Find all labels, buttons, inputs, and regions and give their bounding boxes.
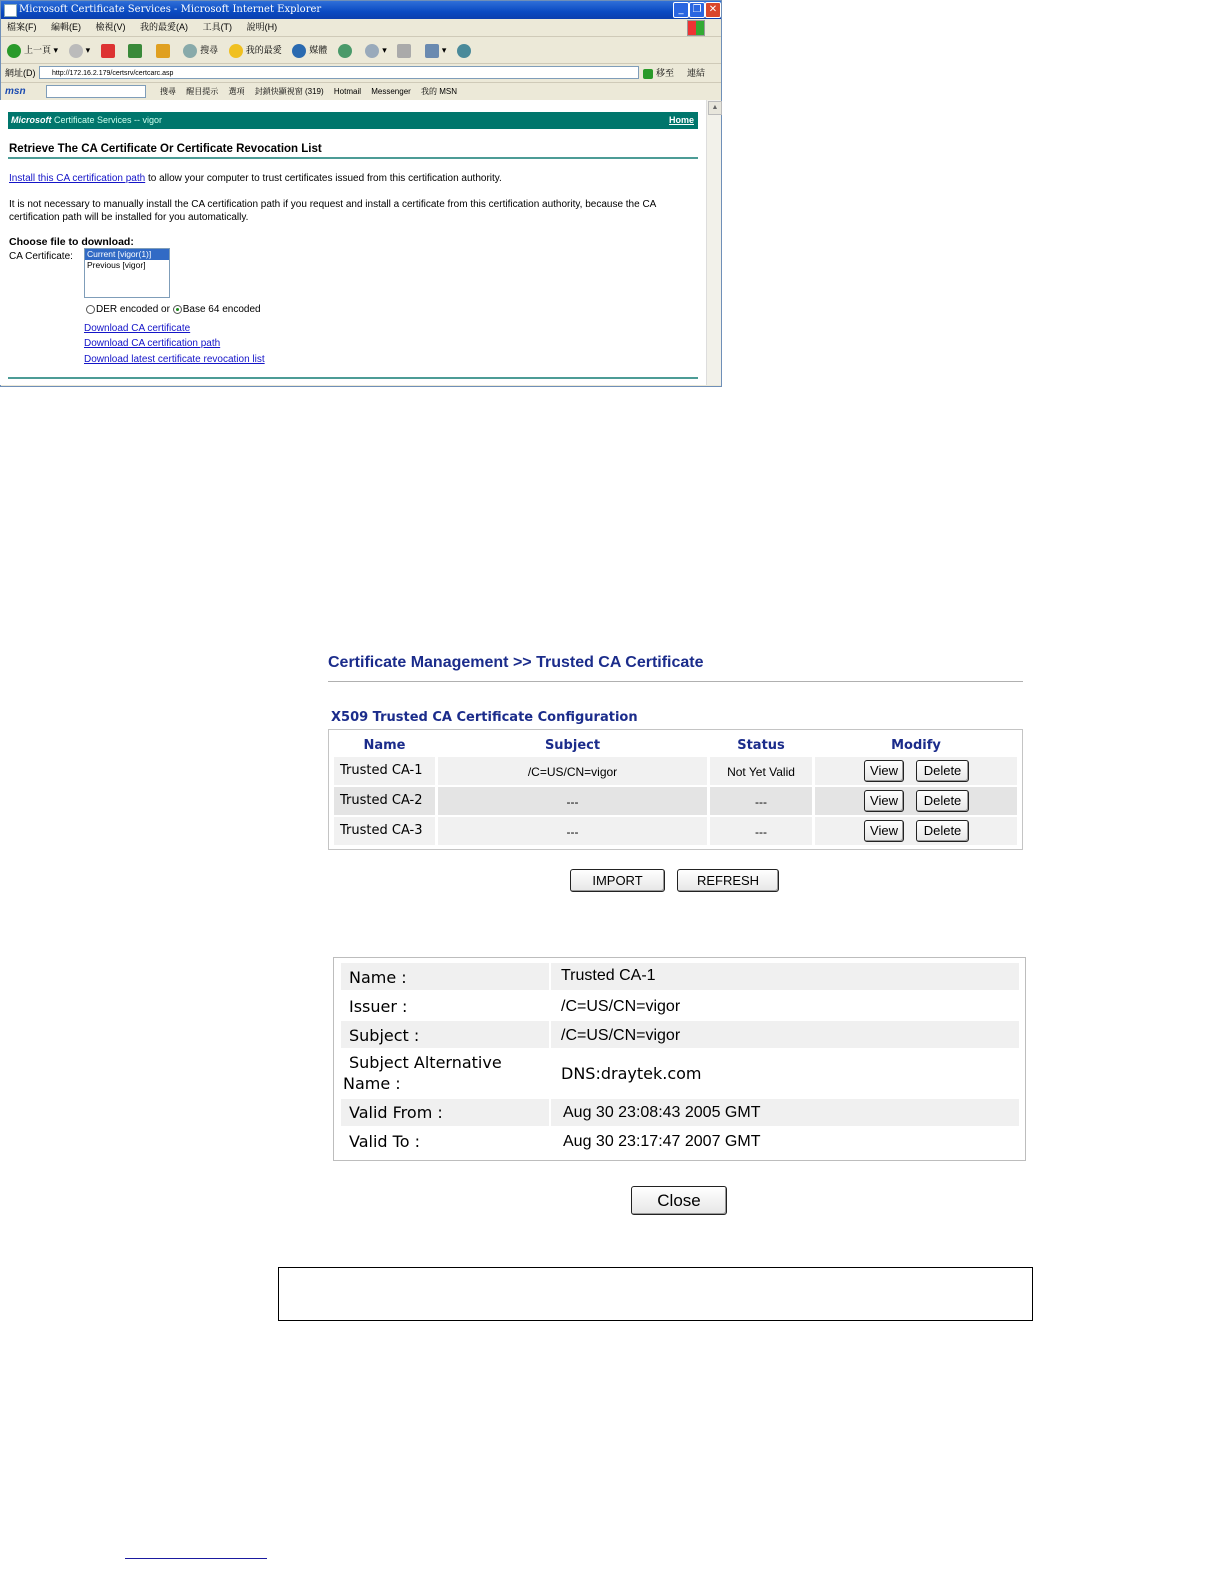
- forward-arrow-icon: [69, 44, 83, 58]
- ca-status: ---: [710, 787, 812, 815]
- msn-search-input[interactable]: [46, 85, 146, 98]
- microsoft-brand: Microsoft: [11, 115, 52, 125]
- mail-button[interactable]: ▾: [365, 45, 387, 55]
- install-ca-path-link[interactable]: Install this CA certification path: [9, 173, 146, 184]
- refresh-button[interactable]: REFRESH: [677, 869, 779, 892]
- refresh-icon: [128, 44, 142, 58]
- column-header-status: Status: [737, 738, 785, 753]
- section-title: X509 Trusted CA Certificate Configuration: [331, 710, 638, 725]
- header-subtitle: Certificate Services -- vigor: [51, 115, 163, 125]
- detail-key: Issuer :: [349, 997, 408, 1016]
- restore-icon[interactable]: ❐: [689, 2, 705, 18]
- media-button[interactable]: 媒體: [292, 45, 327, 55]
- ca-subject: ---: [438, 787, 707, 815]
- ca-subject: ---: [438, 817, 707, 845]
- detail-row: [341, 1099, 1019, 1126]
- stop-button[interactable]: [101, 45, 118, 55]
- msn-logo: msn: [5, 86, 26, 97]
- detail-key: Subject Alternative Name :: [343, 1053, 502, 1093]
- detail-row: [341, 1021, 1019, 1048]
- home-button[interactable]: [156, 45, 173, 55]
- detail-row: [341, 963, 1019, 990]
- cert-services-header: [8, 112, 698, 129]
- window-title: Microsoft Certificate Services - Microsoft Internet Explorer: [19, 4, 322, 15]
- search-button[interactable]: 搜尋: [183, 45, 218, 55]
- table-row: [334, 787, 1017, 815]
- choose-file-label: Choose file to download:: [9, 236, 134, 248]
- list-item[interactable]: Current [vigor(1)]: [85, 249, 169, 260]
- menu-help[interactable]: 說明(H): [246, 22, 278, 32]
- der-label: DER encoded: [96, 304, 159, 315]
- msn-options-button[interactable]: 選項: [228, 87, 245, 96]
- detail-row: [341, 1128, 1019, 1155]
- back-arrow-icon: [7, 44, 21, 58]
- footnote-divider: [125, 1558, 267, 1559]
- page-content: [0, 100, 706, 385]
- ca-certificate-list[interactable]: [84, 248, 170, 298]
- detail-value: /C=US/CN=vigor: [561, 998, 681, 1015]
- windows-logo-icon: [687, 20, 705, 36]
- ca-name: Trusted CA-2: [334, 787, 435, 815]
- media-icon: [292, 44, 306, 58]
- ca-name: Trusted CA-3: [334, 817, 435, 845]
- scroll-up-icon[interactable]: ▲: [708, 101, 722, 115]
- divider: [8, 157, 698, 159]
- address-label: 網址(D): [5, 68, 36, 78]
- view-button[interactable]: View: [864, 820, 904, 842]
- edit-button[interactable]: ▾: [425, 45, 447, 55]
- ca-modify: [815, 757, 1017, 785]
- msn-hotmail[interactable]: Hotmail: [333, 87, 361, 96]
- certificate-detail-panel: [333, 957, 1026, 1161]
- detail-key: Valid From :: [341, 1099, 549, 1126]
- detail-value: Aug 30 23:17:47 2007 GMT: [563, 1133, 761, 1150]
- detail-row: [341, 1050, 1019, 1098]
- column-header-name: Name: [363, 738, 406, 753]
- address-input[interactable]: http://172.16.2.179/certsrv/certcarc.asp: [39, 66, 639, 79]
- detail-value: Trusted CA-1: [551, 963, 1019, 990]
- list-item[interactable]: Previous [vigor]: [87, 260, 146, 270]
- detail-row: [341, 992, 1019, 1019]
- msn-messenger[interactable]: Messenger: [371, 87, 411, 96]
- menu-edit[interactable]: 編輯(E): [51, 22, 82, 32]
- menu-tools[interactable]: 工具(T): [202, 22, 233, 32]
- encoding-options: DER encoded or Base 64 encoded: [86, 303, 722, 316]
- toolbar: [1, 37, 721, 64]
- msn-search-button[interactable]: 搜尋: [160, 87, 177, 96]
- table-row: [334, 757, 1017, 785]
- back-button[interactable]: 上一頁 ▾: [7, 45, 58, 55]
- import-button[interactable]: IMPORT: [570, 869, 665, 892]
- msn-my-msn[interactable]: 我的 MSN: [421, 87, 458, 96]
- minimize-icon[interactable]: _: [673, 2, 689, 18]
- msn-popup-blocker[interactable]: 封鎖快顯視窗 (319): [254, 87, 324, 96]
- note-paragraph: It is not necessary to manually install the CA certification path if you request and install a certificate from this certification authority, because the CA certification path will be installed for you automatically.: [9, 199, 656, 223]
- home-link[interactable]: Home: [668, 115, 694, 125]
- delete-button[interactable]: Delete: [916, 790, 969, 812]
- ca-name: Trusted CA-1: [334, 757, 435, 785]
- detail-value: Aug 30 23:08:43 2005 GMT: [551, 1099, 1019, 1126]
- divider: [328, 681, 1023, 682]
- ca-modify: [815, 817, 1017, 845]
- menu-view[interactable]: 檢視(V): [95, 22, 126, 32]
- download-ca-certificate-link[interactable]: Download CA certificate: [84, 323, 191, 334]
- menu-file[interactable]: 檔案(F): [7, 22, 37, 32]
- ca-modify: [815, 787, 1017, 815]
- close-icon[interactable]: ✕: [705, 2, 721, 18]
- detail-key: Subject :: [341, 1021, 549, 1048]
- close-button[interactable]: Close: [631, 1186, 727, 1215]
- forward-button[interactable]: ▾: [69, 45, 91, 55]
- der-radio[interactable]: [86, 305, 95, 314]
- links-label[interactable]: 連結: [687, 68, 706, 78]
- trusted-ca-table: [328, 729, 1023, 850]
- delete-button[interactable]: Delete: [916, 760, 969, 782]
- ca-status: Not Yet Valid: [710, 757, 812, 785]
- divider: [8, 377, 698, 379]
- note-box: [278, 1267, 1033, 1321]
- msn-highlight-button[interactable]: 醒目提示: [186, 87, 219, 96]
- column-header-subject: Subject: [544, 738, 601, 753]
- messenger-button[interactable]: [457, 45, 474, 55]
- home-icon: [156, 44, 170, 58]
- search-icon: [183, 44, 197, 58]
- detail-value: /C=US/CN=vigor: [551, 1021, 1019, 1048]
- detail-value: DNS:draytek.com: [561, 1064, 702, 1083]
- view-button[interactable]: View: [864, 790, 904, 812]
- window-title-bar: [1, 1, 721, 19]
- stop-icon: [101, 44, 115, 58]
- refresh-button[interactable]: [128, 45, 145, 55]
- mail-icon: [365, 44, 379, 58]
- detail-key: Valid To :: [349, 1132, 420, 1151]
- column-header-modify: Modify: [891, 738, 941, 753]
- base64-radio[interactable]: [173, 305, 182, 314]
- ca-certificate-label: CA Certificate:: [9, 251, 73, 262]
- ca-status: ---: [710, 817, 812, 845]
- print-button[interactable]: [397, 45, 414, 55]
- go-button[interactable]: 移至: [643, 64, 674, 82]
- messenger-icon: [457, 44, 471, 58]
- page-heading: Retrieve The CA Certificate Or Certificate Revocation List: [9, 143, 322, 155]
- install-paragraph: Install this CA certification path to allow your computer to trust certificates issued from this certification authority.: [9, 173, 502, 184]
- edit-icon: [425, 44, 439, 58]
- delete-button[interactable]: Delete: [916, 820, 969, 842]
- download-crl-link[interactable]: Download latest certificate revocation list: [84, 354, 265, 365]
- favorites-button[interactable]: 我的最愛: [229, 45, 282, 55]
- table-row: [334, 817, 1017, 845]
- download-ca-path-link[interactable]: Download CA certification path: [84, 338, 221, 349]
- vertical-scrollbar[interactable]: [706, 100, 721, 385]
- ca-subject: /C=US/CN=vigor: [438, 757, 707, 785]
- page-title: Certificate Management >> Trusted CA Certificate: [328, 654, 704, 671]
- print-icon: [397, 44, 411, 58]
- menu-bar: [1, 19, 721, 37]
- history-icon: [338, 44, 352, 58]
- menu-favorites[interactable]: 我的最愛(A): [140, 22, 189, 32]
- go-arrow-icon: [643, 69, 653, 79]
- detail-key: Name :: [341, 963, 549, 990]
- ie-icon: [4, 4, 17, 17]
- address-bar: [1, 64, 721, 83]
- history-button[interactable]: [338, 45, 355, 55]
- view-button[interactable]: View: [864, 760, 904, 782]
- star-icon: [229, 44, 243, 58]
- browser-window: [0, 0, 722, 387]
- base64-label: Base 64 encoded: [182, 304, 261, 315]
